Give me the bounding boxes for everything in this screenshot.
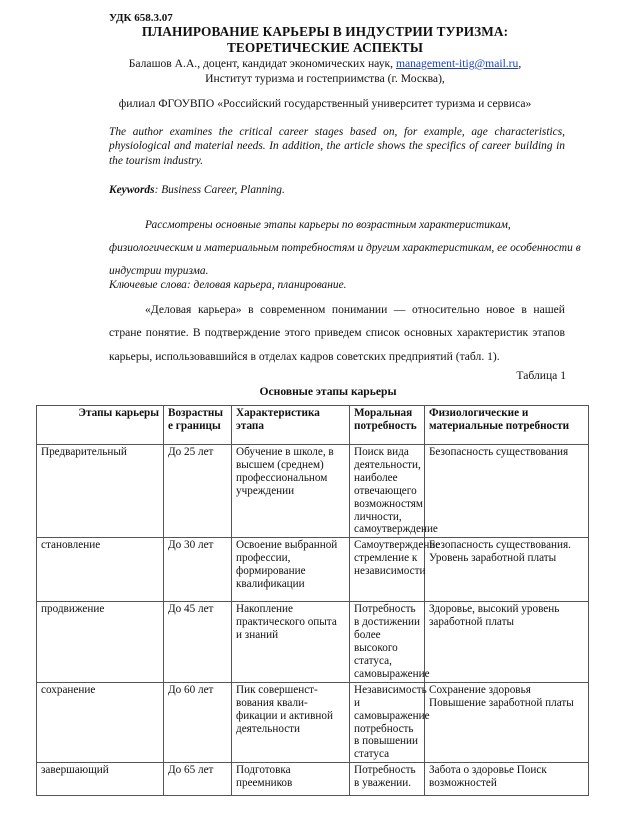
cell-characteristic: Обучение в школе, в высшем (среднем) профессиональном учреждении bbox=[232, 445, 350, 538]
author-name: Балашов А.А., доцент, кандидат экономических наук, bbox=[128, 57, 396, 70]
cell-moral-need: Независимость и самовыражение потребность в повышении статуса bbox=[350, 682, 425, 762]
header-stage: Этапы карьеры bbox=[37, 406, 164, 445]
table-row bbox=[37, 445, 589, 538]
cell-moral-need: Поиск вида деятельности, наиболее отвечающего возможностям личности, самоутверждение bbox=[350, 445, 425, 538]
cell-stage: Предварительный bbox=[37, 445, 164, 538]
keywords-russian: Ключевые слова: деловая карьера, планирование. bbox=[109, 279, 347, 291]
body-paragraph-text: «Деловая карьера» в современном понимании — относительно новое в нашей стране понятие. В подтверждение этого приведем список основных характеристик этапов карьеры, использовавшийся в отделах кадров советских предприятий (табл. 1). bbox=[109, 303, 565, 363]
header-characteristic: Характеристика этапа bbox=[232, 406, 350, 445]
keywords-label: Keywords bbox=[109, 184, 155, 196]
cell-material-need: Забота о здоровье Поиск возможностей bbox=[425, 763, 589, 796]
cell-age: До 65 лет bbox=[164, 763, 232, 796]
cell-characteristic: Пик совершенст-вования квали-фикации и активной деятельности bbox=[232, 682, 350, 762]
career-stages-table bbox=[36, 405, 589, 796]
branch: филиал ФГОУВПО «Российский государственный университет туризма и сервиса» bbox=[118, 97, 532, 110]
table-row bbox=[37, 763, 589, 796]
cell-characteristic: Накопление практического опыта и знаний bbox=[232, 602, 350, 682]
table-header-row bbox=[37, 406, 589, 445]
table-number: Таблица 1 bbox=[516, 369, 566, 382]
cell-moral-need: Потребность в уважении. bbox=[350, 763, 425, 796]
abstract-russian: Рассмотрены основные этапы карьеры по возрастным характеристикам, физиологическим и материальным потребностям и другим характеристикам, ее особенности в индустрии туризма. bbox=[109, 219, 581, 277]
cell-moral-need: Потребность в достижении более высокого статуса, самовыражение bbox=[350, 602, 425, 682]
author-suffix: , bbox=[518, 57, 522, 70]
cell-stage: продвижение bbox=[37, 602, 164, 682]
keywords-value: : Business Career, Planning. bbox=[154, 184, 285, 196]
header-moral-need: Моральная потребность bbox=[350, 406, 425, 445]
table-row bbox=[37, 602, 589, 682]
cell-material-need: Здоровье, высокий уровень заработной платы bbox=[425, 602, 589, 682]
author-email-link[interactable]: management-itig@mail.ru bbox=[395, 57, 519, 70]
cell-stage: становление bbox=[37, 538, 164, 602]
cell-characteristic: Освоение выбранной профессии, формирование квалификации bbox=[232, 538, 350, 602]
cell-age: До 45 лет bbox=[164, 602, 232, 682]
abstract-english: The author examines the critical career stages based on, for example, age characteristics, physiological and material needs. In addition, the article shows the specifics of career building in the tourism industry. bbox=[109, 126, 565, 167]
udk-code: УДК 658.3.07 bbox=[109, 12, 173, 24]
cell-age: До 25 лет bbox=[164, 445, 232, 538]
cell-material-need: Сохранение здоровья Повышение заработной платы bbox=[425, 682, 589, 762]
article-title-line1: ПЛАНИРОВАНИЕ КАРЬЕРЫ В ИНДУСТРИИ ТУРИЗМА: bbox=[141, 24, 509, 39]
cell-characteristic: Подготовка преемников bbox=[232, 763, 350, 796]
author-line bbox=[60, 56, 590, 71]
cell-material-need: Безопасность существования. Уровень заработной платы bbox=[425, 538, 589, 602]
keywords-english bbox=[109, 184, 285, 196]
cell-moral-need: Самоутверждение стремление к независимости bbox=[350, 538, 425, 602]
cell-stage: сохранение bbox=[37, 682, 164, 762]
cell-stage: завершающий bbox=[37, 763, 164, 796]
institute: Институт туризма и гостеприимства (г. Москва), bbox=[205, 72, 445, 85]
header-material-need: Физиологические и материальные потребности bbox=[425, 406, 589, 445]
body-paragraph bbox=[109, 298, 565, 368]
table-title: Основные этапы карьеры bbox=[259, 385, 397, 398]
header-age: Возрастны е границы bbox=[164, 406, 232, 445]
table-row bbox=[37, 682, 589, 762]
cell-age: До 60 лет bbox=[164, 682, 232, 762]
article-title-line2: ТЕОРЕТИЧЕСКИЕ АСПЕКТЫ bbox=[226, 40, 424, 55]
table-row bbox=[37, 538, 589, 602]
cell-age: До 30 лет bbox=[164, 538, 232, 602]
cell-material-need: Безопасность существования bbox=[425, 445, 589, 538]
